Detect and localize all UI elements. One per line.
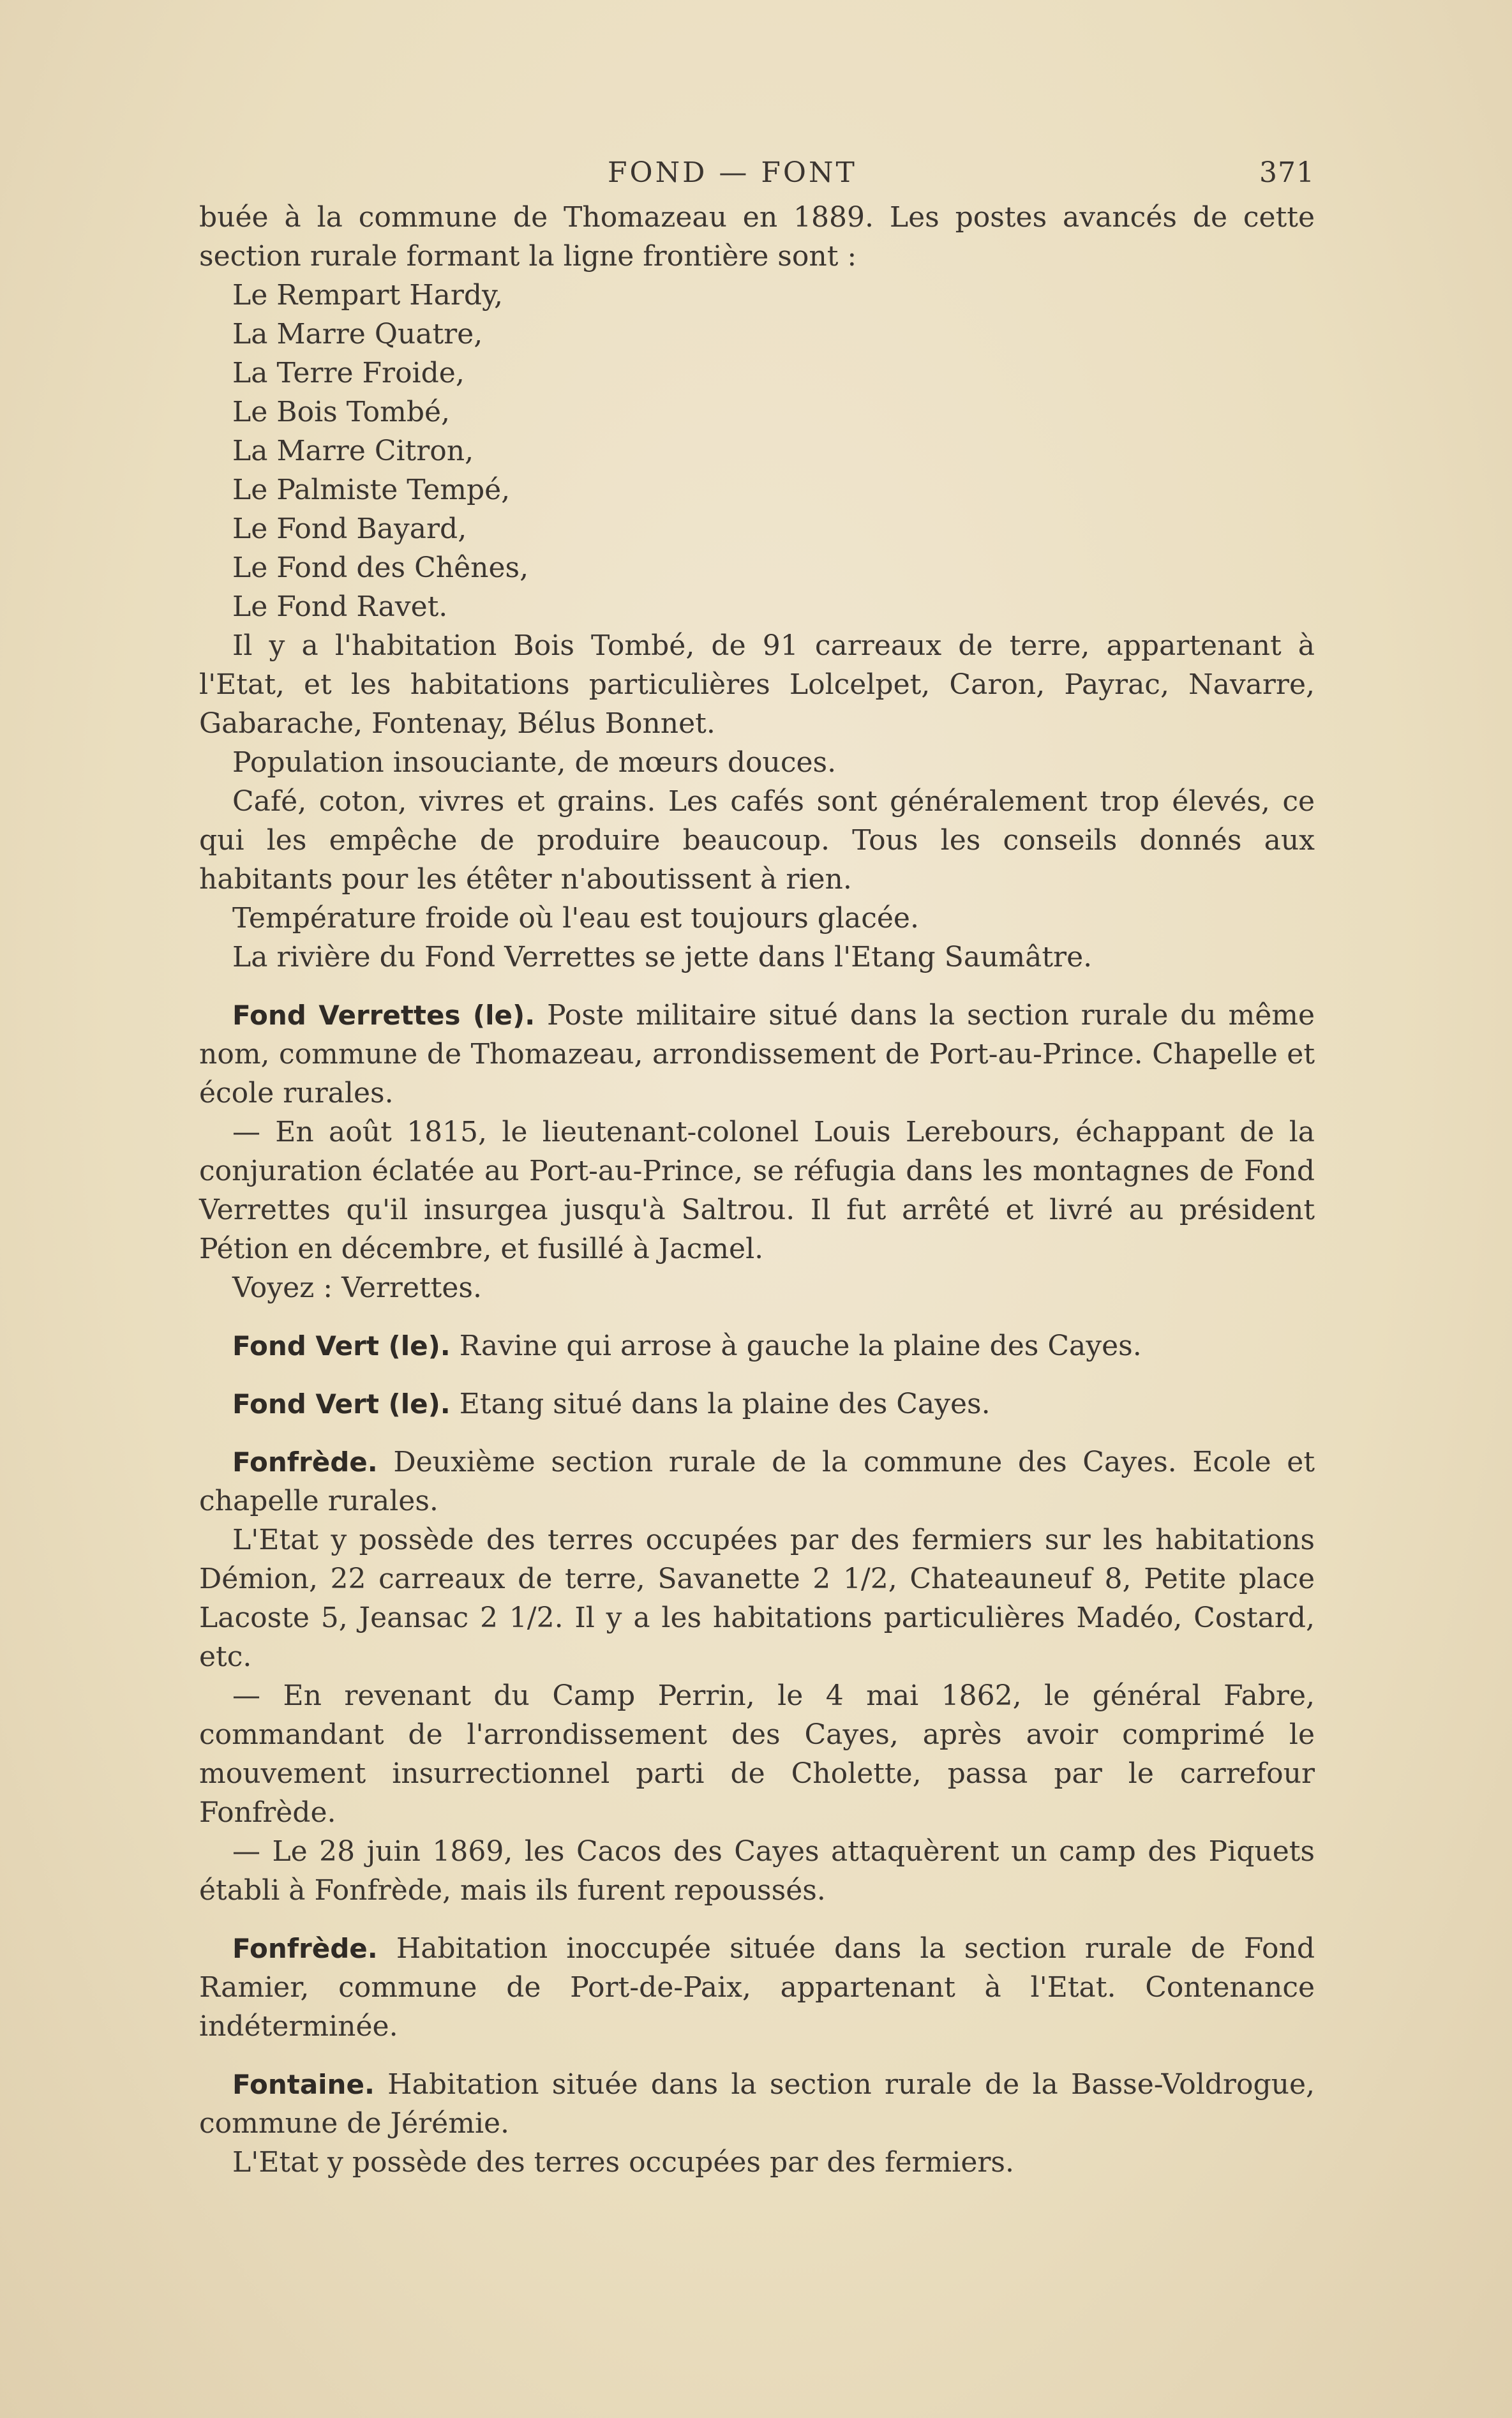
- running-head: [199, 153, 1315, 198]
- entry-fond-vert: [199, 1326, 1315, 1365]
- paragraph: L'Etat y possède des terres occupées par des fermiers sur les habitations Démion, 22 carreaux de terre, Savanette 2 1/2, Chateauneuf 8, Petite place Lacoste 5, Jeansac 2 1/2. Il y a les habitations particulières Madéo, Costard, etc.: [199, 1524, 1315, 1673]
- list-item: Le Rempart Hardy,: [232, 279, 504, 312]
- entry-text: Habitation inoccupée située dans la section rurale de Fond Ramier, commune de Port-de-Paix, appartenant à l'Etat. Contenance indéterminée.: [199, 1932, 1315, 2043]
- list-item: La Marre Quatre,: [232, 318, 483, 350]
- entry-text: Etang situé dans la plaine des Cayes.: [459, 1388, 991, 1420]
- list-item: Le Bois Tombé,: [232, 396, 451, 428]
- entry-text: Ravine qui arrose à gauche la plaine des Cayes.: [459, 1330, 1142, 1362]
- entry-headword: Fontaine.: [232, 2069, 375, 2100]
- entry-headword: Fond Vert (le).: [232, 1388, 451, 1420]
- entry-fonfrede: [199, 1443, 1315, 1521]
- paragraph: L'Etat y possède des terres occupées par des fermiers.: [232, 2146, 1014, 2179]
- list-item: La Terre Froide,: [232, 357, 465, 389]
- entry-fond-verrettes: [199, 996, 1315, 1113]
- paragraph: Température froide où l'eau est toujours glacée.: [232, 902, 919, 935]
- list-item: Le Fond des Chênes,: [232, 552, 529, 584]
- page-text: [199, 153, 1315, 2182]
- page-number: 371: [1259, 156, 1315, 189]
- paragraph: — En août 1815, le lieutenant-colonel Louis Lerebours, échappant de la conjuration éclatée au Port-au-Prince, se réfugia dans les montagnes de Fond Verrettes qu'il insurgea jusqu'à Saltrou. Il fut arrêté et livré au président Pétion en décembre, et fusillé à Jacmel.: [199, 1116, 1315, 1265]
- paragraph: Voyez : Verrettes.: [232, 1272, 482, 1304]
- paragraph: Il y a l'habitation Bois Tombé, de 91 carreaux de terre, appartenant à l'Etat, et les habitations particulières Lolcelpet, Caron, Payrac, Navarre, Gabarache, Fontenay, Bélus Bonnet.: [199, 629, 1315, 740]
- list-item: Le Fond Bayard,: [232, 513, 467, 545]
- entry-fontaine: [199, 2065, 1315, 2143]
- entry-fonfrede: [199, 1929, 1315, 2046]
- entry-headword: Fond Verrettes (le).: [232, 1000, 535, 1031]
- paragraph: buée à la commune de Thomazeau en 1889. Les postes avancés de cette section rurale formant la ligne frontière sont :: [199, 201, 1315, 273]
- entry-text: Deuxième section rurale de la commune des Cayes. Ecole et chapelle rurales.: [199, 1446, 1315, 1517]
- paragraph: Café, coton, vivres et grains. Les cafés sont généralement trop élevés, ce qui les empêche de produire beaucoup. Tous les conseils donnés aux habitants pour les étêter n'aboutissent à rien.: [199, 785, 1315, 896]
- entry-text: Habitation située dans la section rurale de la Basse-Voldrogue, commune de Jérémie.: [199, 2068, 1315, 2140]
- list-item: Le Palmiste Tempé,: [232, 474, 511, 506]
- entry-headword: Fonfrède.: [232, 1446, 378, 1478]
- entry-headword: Fonfrède.: [232, 1933, 378, 1964]
- paragraph: Population insouciante, de mœurs douces.: [232, 746, 837, 779]
- paragraph: — Le 28 juin 1869, les Cacos des Cayes attaquèrent un camp des Piquets établi à Fonfrède, mais ils furent repoussés.: [199, 1835, 1315, 1907]
- entry-headword: Fond Vert (le).: [232, 1330, 451, 1362]
- list-item: La Marre Citron,: [232, 435, 474, 467]
- list-item: Le Fond Ravet.: [232, 590, 448, 623]
- running-head-title: FOND — FONT: [608, 156, 857, 189]
- paragraph: — En revenant du Camp Perrin, le 4 mai 1862, le général Fabre, commandant de l'arrondissement des Cayes, après avoir comprimé le mouvement insurrectionnel parti de Cholette, passa par le carrefour Fonfrède.: [199, 1679, 1315, 1829]
- entry-text: Poste militaire situé dans la section rurale du même nom, commune de Thomazeau, arrondissement de Port-au-Prince. Chapelle et école rurales.: [199, 999, 1315, 1109]
- entry-fond-vert: [199, 1385, 1315, 1423]
- paragraph: La rivière du Fond Verrettes se jette dans l'Etang Saumâtre.: [232, 941, 1093, 973]
